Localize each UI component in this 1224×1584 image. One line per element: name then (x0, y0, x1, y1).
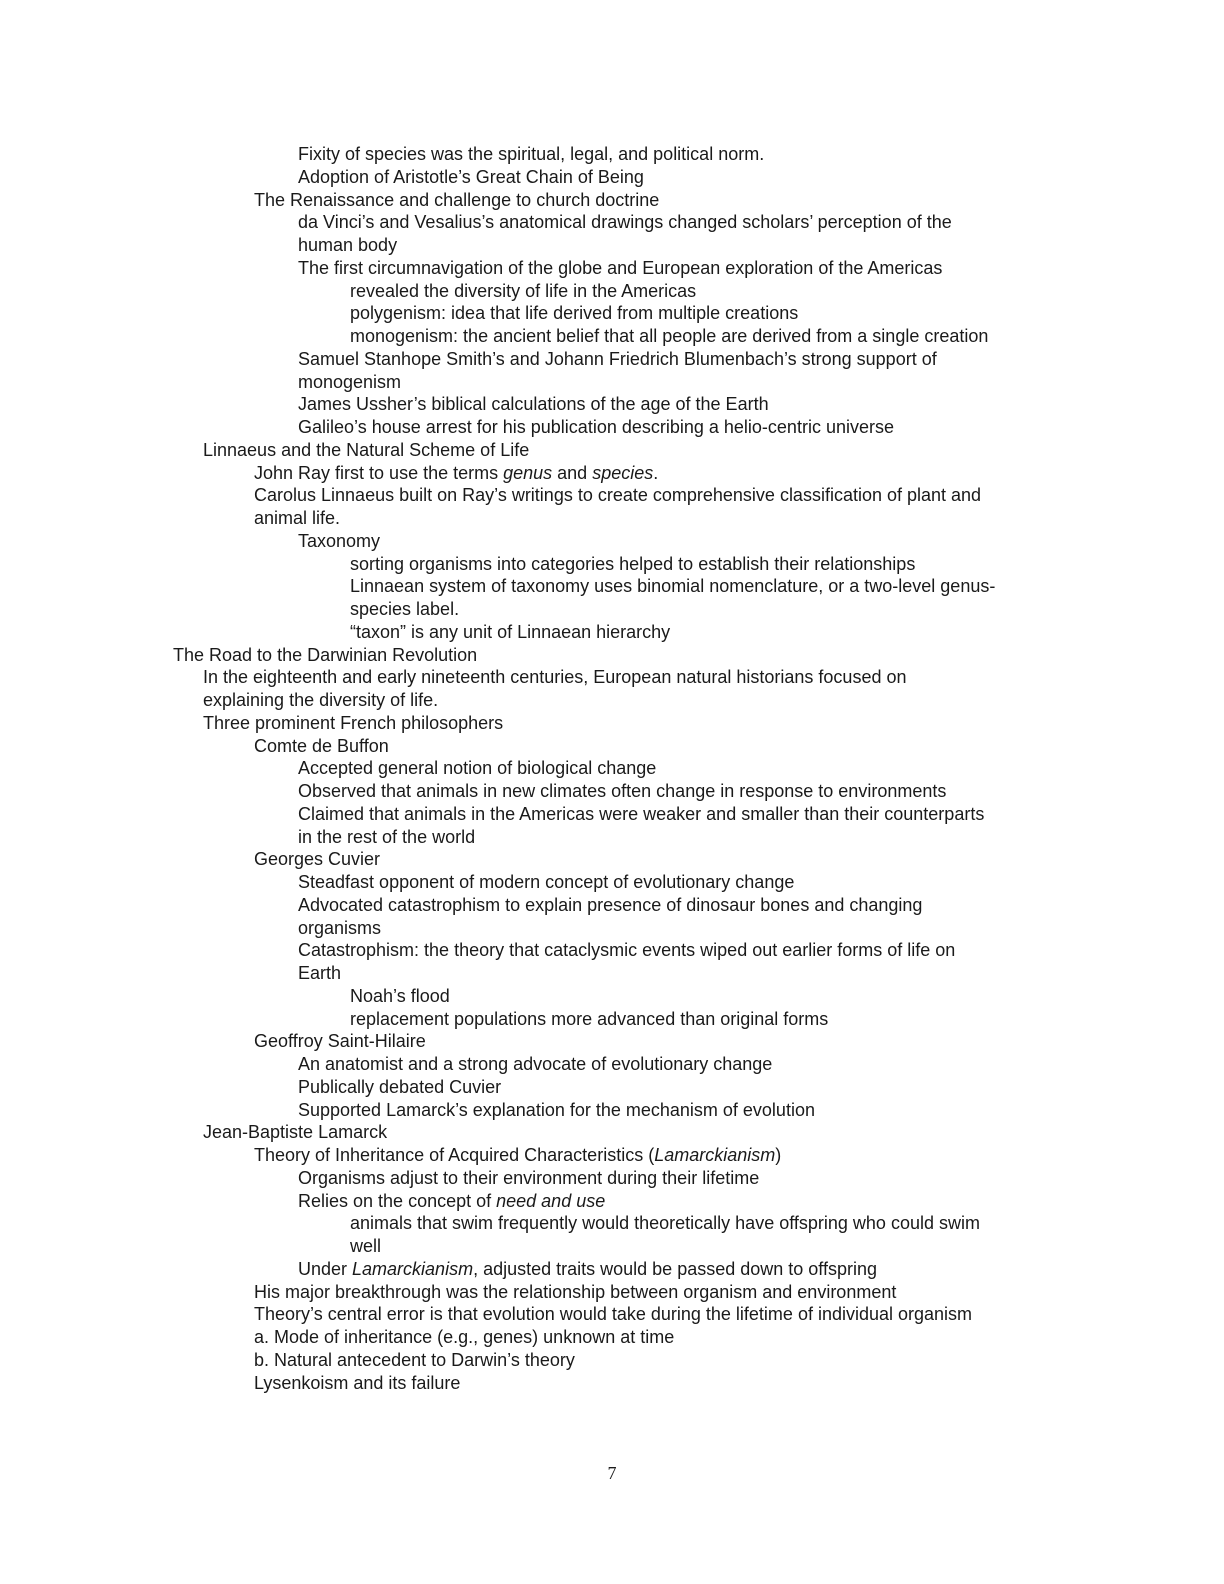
outline-text (254, 1030, 426, 1052)
text-run: human body (298, 235, 398, 255)
text-run: Lysenkoism and its failure (254, 1372, 461, 1393)
outline-text (298, 166, 644, 188)
text-run: Claimed that animals in the Americas were weaker and smaller than their counterparts (298, 803, 985, 824)
text-run: His major breakthrough was the relationship between organism and environment (254, 1281, 897, 1302)
outline-text (350, 1008, 828, 1030)
outline-text (298, 1099, 815, 1121)
outline-text (298, 757, 656, 779)
text-run: da Vinci’s and Vesalius’s anatomical drawings changed scholars’ perception of the (298, 212, 952, 233)
outline-text (298, 939, 955, 961)
text-run: a. Mode of inheritance (e.g., genes) unknown at time (254, 1327, 675, 1347)
text-run: Linnaean system of taxonomy uses binomial nomenclature, or a two-level genus- (350, 576, 996, 597)
outline-text (350, 1235, 381, 1257)
outline-text (350, 280, 696, 302)
text-run: In the eighteenth and early nineteenth centuries, European natural historians focused on (203, 667, 907, 688)
outline-text (298, 871, 794, 893)
text-run: monogenism: the ancient belief that all people are derived from a single creation (350, 326, 989, 346)
outline-text (173, 644, 477, 666)
text-run: Organisms adjust to their environment during their lifetime (298, 1167, 760, 1188)
text-run: organisms (298, 917, 382, 938)
text-run: Advocated catastrophism to explain presence of dinosaur bones and changing (298, 894, 923, 915)
text-run: Samuel Stanhope Smith’s and Johann Friedrich Blumenbach’s strong support of (298, 348, 937, 369)
outline-text (254, 1303, 972, 1325)
outline-text (203, 689, 438, 711)
italic-term: genus (503, 462, 553, 483)
outline-text (350, 325, 988, 347)
text-run: Catastrophism: the theory that cataclysmic events wiped out earlier forms of life on (298, 940, 956, 961)
text-run: “taxon” is any unit of Linnaean hierarchy (350, 621, 671, 642)
outline-text (298, 234, 397, 256)
outline-text (298, 780, 946, 802)
outline-text (298, 143, 764, 165)
outline-text (298, 1053, 772, 1075)
text-run: . (653, 462, 659, 483)
text-run: , adjusted traits would be passed down to offspring (473, 1258, 877, 1279)
outline-text (350, 985, 450, 1007)
outline-text (350, 598, 459, 620)
text-run: The Road to the Darwinian Revolution (173, 644, 478, 665)
text-run: species label. (350, 599, 460, 619)
outline-text (203, 666, 907, 688)
text-run: Steadfast opponent of modern concept of evolutionary change (298, 872, 795, 892)
outline-text (254, 1281, 896, 1303)
italic-term: Lamarckianism (352, 1258, 474, 1279)
outline-text (350, 302, 798, 324)
outline-text (350, 1212, 980, 1234)
outline-text (298, 894, 922, 916)
text-run: ) (775, 1145, 782, 1165)
text-run: The Renaissance and challenge to church doctrine (254, 189, 660, 210)
text-run: Noah’s flood (350, 985, 450, 1006)
text-run: Theory of Inheritance of Acquired Characteristics ( (254, 1145, 655, 1165)
outline-text (203, 712, 503, 734)
text-run: Earth (298, 963, 342, 983)
text-run: Adoption of Aristotle’s Great Chain of Being (298, 166, 644, 187)
text-run: Observed that animals in new climates often change in response to environments (298, 781, 947, 801)
outline-text (254, 1144, 781, 1166)
outline-text (298, 826, 475, 848)
outline-text (298, 348, 937, 370)
text-run: monogenism (298, 371, 402, 392)
text-run: well (350, 1236, 382, 1256)
outline-text (254, 462, 658, 484)
outline-text (298, 1190, 605, 1212)
text-run: sorting organisms into categories helped to establish their relationships (350, 553, 916, 574)
outline-text (203, 1121, 387, 1143)
text-run: Georges Cuvier (254, 849, 381, 870)
text-run: Galileo’s house arrest for his publication describing a helio-centric universe (298, 417, 894, 437)
text-run: Linnaeus and the Natural Scheme of Life (203, 439, 530, 460)
text-run: Geoffroy Saint-Hilaire (254, 1031, 426, 1052)
text-run: revealed the diversity of life in the Americas (350, 280, 697, 301)
outline-text (298, 530, 380, 552)
outline-text (298, 803, 984, 825)
text-run: An anatomist and a strong advocate of evolutionary change (298, 1054, 773, 1074)
outline-text (298, 962, 341, 984)
outline-text (254, 1372, 460, 1394)
text-run: James Ussher’s biblical calculations of the age of the Earth (298, 394, 769, 415)
page-number: 7 (607, 1463, 617, 1483)
outline-text (254, 1349, 575, 1371)
outline-text (203, 439, 529, 461)
outline-text (298, 211, 952, 233)
text-run: Accepted general notion of biological change (298, 758, 657, 779)
outline-text (350, 621, 670, 643)
text-run: Carolus Linnaeus built on Ray’s writings to create comprehensive classification of plant and (254, 485, 982, 506)
text-run: Three prominent French philosophers (203, 712, 504, 733)
text-run: in the rest of the world (298, 826, 476, 847)
outline-text (298, 1167, 759, 1189)
text-run: John Ray first to use the terms (254, 462, 504, 483)
outline-text (254, 189, 659, 211)
text-run: Supported Lamarck’s explanation for the mechanism of evolution (298, 1099, 815, 1120)
text-run: animals that swim frequently would theoretically have offspring who could swim (350, 1213, 980, 1234)
text-run: Publically debated Cuvier (298, 1076, 502, 1097)
outline-text (350, 575, 995, 597)
text-run: animal life. (254, 508, 341, 528)
outline-text (298, 393, 769, 415)
text-run: and (552, 462, 593, 483)
text-run: b. Natural antecedent to Darwin’s theory (254, 1349, 575, 1370)
outline-text (254, 507, 340, 529)
text-run: explaining the diversity of life. (203, 690, 439, 710)
outline-text (298, 371, 401, 393)
text-run: Theory’s central error is that evolution would take during the lifetime of individual organism (254, 1304, 973, 1325)
text-run: Comte de Buffon (254, 735, 389, 756)
italic-term: species (592, 462, 654, 483)
text-run: Under (298, 1258, 353, 1279)
text-run: Jean-Baptiste Lamarck (203, 1122, 388, 1143)
text-run: replacement populations more advanced than original forms (350, 1008, 829, 1029)
outline-text (350, 553, 915, 575)
italic-term: Lamarckianism (654, 1145, 776, 1165)
text-run: Relies on the concept of (298, 1190, 497, 1211)
outline-text (298, 1076, 501, 1098)
text-run: polygenism: idea that life derived from multiple creations (350, 303, 799, 324)
text-run: Taxonomy (298, 530, 381, 551)
outline-text (298, 257, 942, 279)
outline-text (298, 416, 894, 438)
italic-term: need and use (496, 1190, 606, 1211)
outline-text (254, 735, 389, 757)
text-run: The first circumnavigation of the globe and European exploration of the Americas (298, 257, 943, 278)
outline-text (298, 917, 381, 939)
outline-text (254, 848, 380, 870)
text-run: Fixity of species was the spiritual, legal, and political norm. (298, 144, 765, 164)
outline-text (254, 1326, 674, 1348)
outline-text (298, 1258, 877, 1280)
outline-text (254, 484, 981, 506)
